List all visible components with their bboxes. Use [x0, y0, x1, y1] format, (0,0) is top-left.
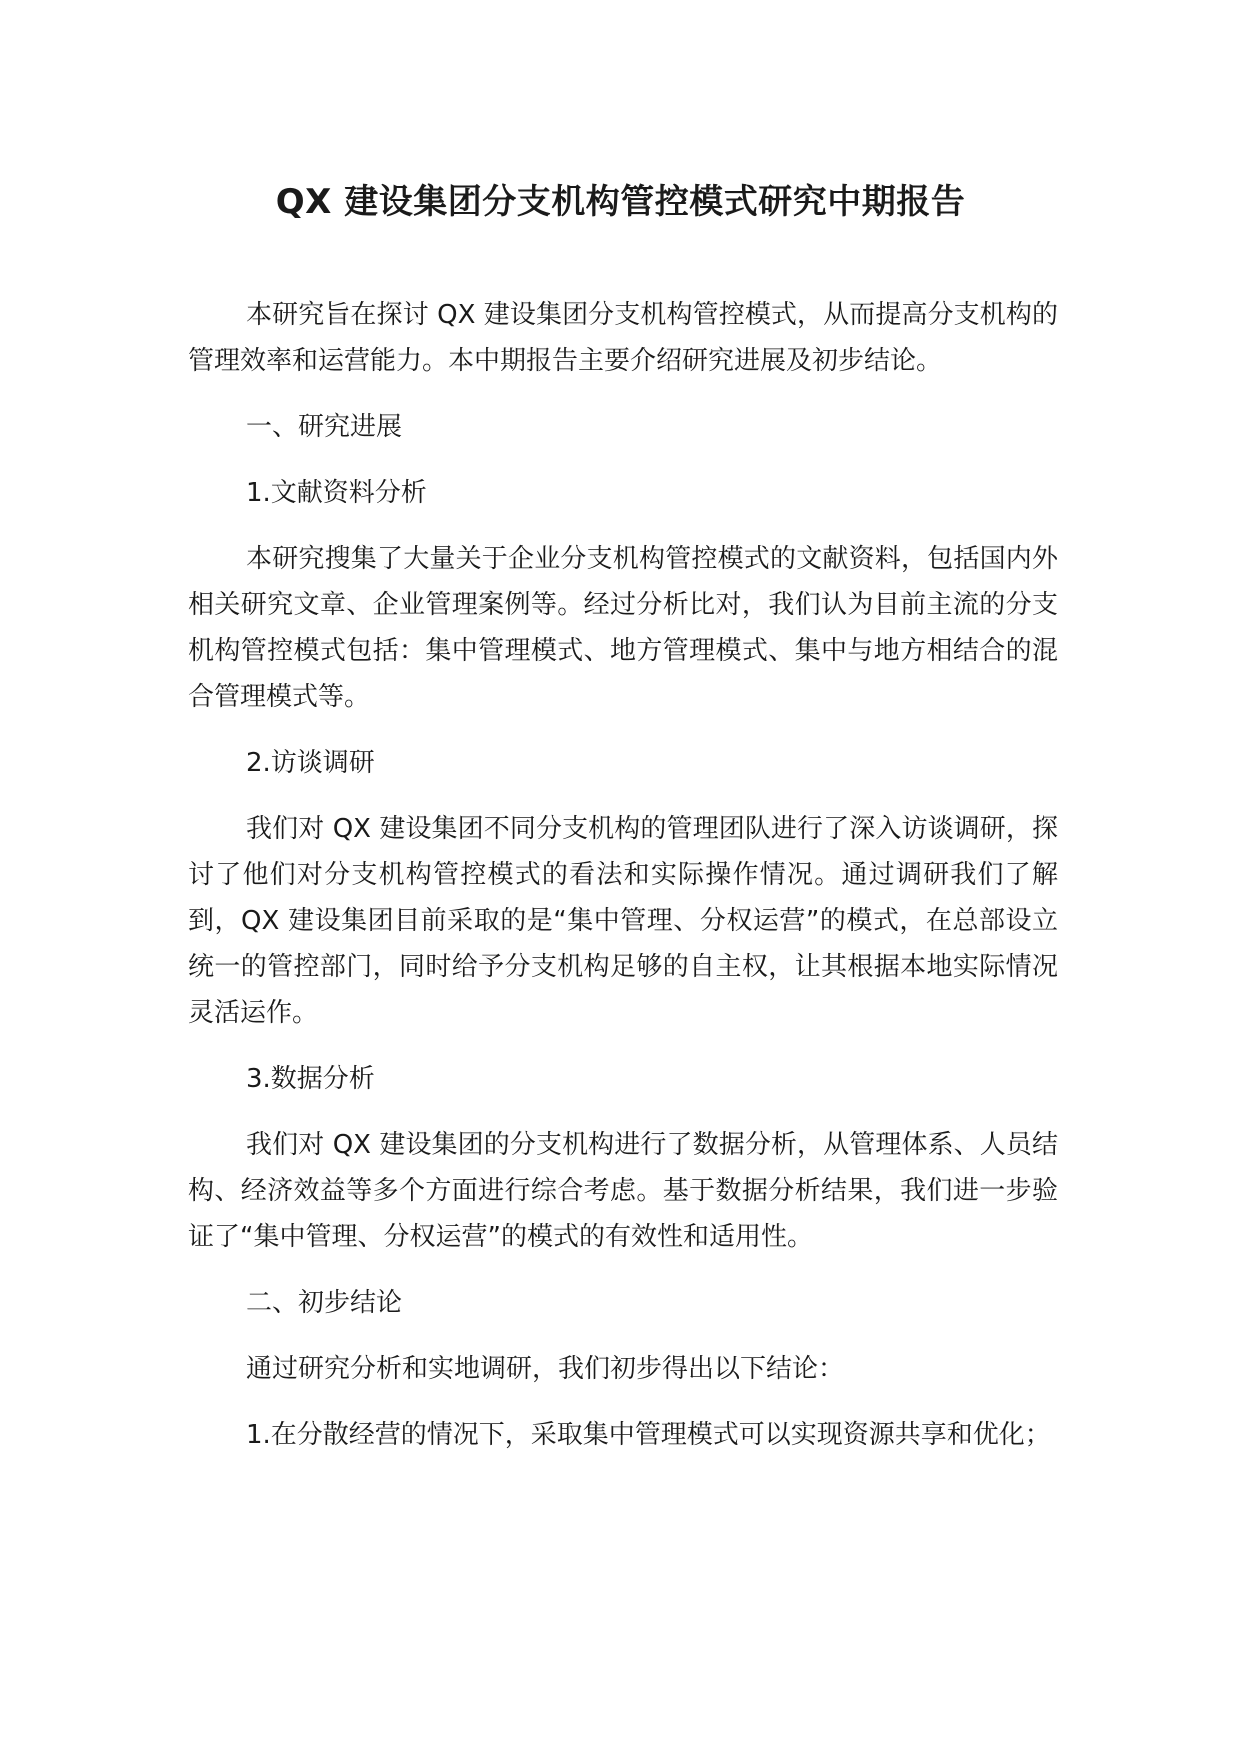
interview-research-paragraph: 我们对 QX 建设集团不同分支机构的管理团队进行了深入访谈调研，探讨了他们对分支机构管控模式的看法和实际操作情况。通过调研我们了解到，QX 建设集团目前采取的是“集中管理、分权运营”的模式，在总部设立统一的管控部门，同时给予分支机构足够的自主权，让其根据本地实际情况灵活运作。 — [188, 814, 1058, 1028]
data-analysis-paragraph: 我们对 QX 建设集团的分支机构进行了数据分析，从管理体系、人员结构、经济效益等多个方面进行综合考虑。基于数据分析结果，我们进一步验证了“集中管理、分权运营”的模式的有效性和适用性。 — [188, 1130, 1058, 1252]
intro-paragraph: 本研究旨在探讨 QX 建设集团分支机构管控模式，从而提高分支机构的管理效率和运营能力。本中期报告主要介绍研究进展及初步结论。 — [188, 300, 1058, 376]
document-body — [188, 292, 1058, 1478]
subsection-heading-literature-analysis: 1.文献资料分析 — [246, 478, 427, 508]
section-heading-preliminary-conclusions: 二、初步结论 — [246, 1288, 403, 1318]
document-title: QX 建设集团分支机构管控模式研究中期报告 — [275, 182, 966, 222]
section-heading-research-progress: 一、研究进展 — [246, 412, 403, 442]
conclusion-item-1: 1.在分散经营的情况下，采取集中管理模式可以实现资源共享和优化； — [246, 1420, 1051, 1450]
subsection-heading-data-analysis: 3.数据分析 — [246, 1064, 375, 1094]
conclusions-intro-paragraph: 通过研究分析和实地调研，我们初步得出以下结论： — [246, 1354, 845, 1384]
subsection-heading-interview-research: 2.访谈调研 — [246, 748, 375, 778]
literature-analysis-paragraph: 本研究搜集了大量关于企业分支机构管控模式的文献资料，包括国内外相关研究文章、企业管理案例等。经过分析比对，我们认为目前主流的分支机构管控模式包括：集中管理模式、地方管理模式、集中与地方相结合的混合管理模式等。 — [188, 544, 1058, 712]
